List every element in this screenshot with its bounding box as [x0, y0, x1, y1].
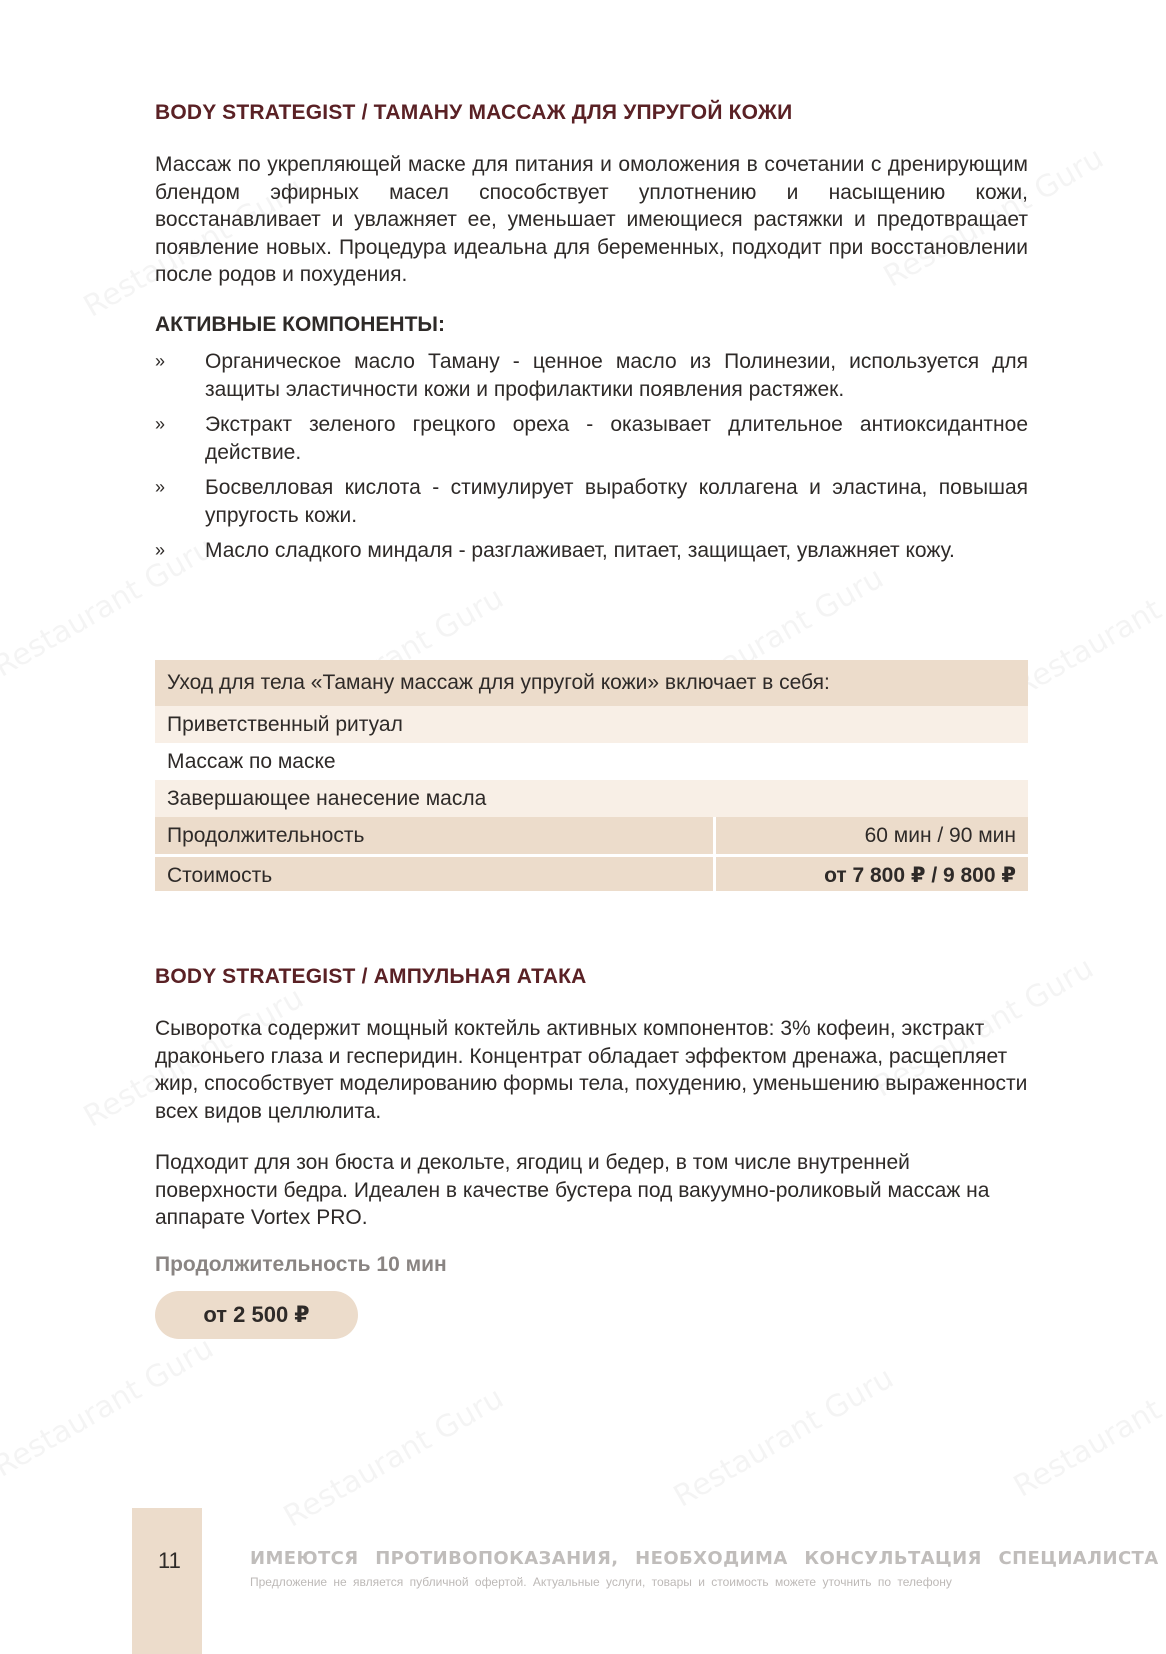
list-item	[155, 348, 1028, 403]
component-text: Экстракт зеленого грецкого ореха - оказывает длительное антиоксидантное действие.	[205, 413, 1028, 464]
list-item	[155, 537, 1028, 565]
component-text: Масло сладкого миндаля - разглаживает, питает, защищает, увлажняет кожу.	[205, 539, 955, 562]
procedure-step: Завершающее нанесение масла	[167, 787, 487, 810]
watermark	[278, 1380, 510, 1534]
watermark	[0, 1330, 220, 1484]
tamanu-description: Массаж по укрепляющей маске для питания и омоложения в сочетании с дренирующим блендом эфирных масел способствует уплотнению и насыщению кожи, восстанавливает и увлажняет ее, уменьшает имеющиеся растяжки и предотвращает появление новых. Процедура идеальна для беременных, подходит при восстановлении после родов и похудения.	[155, 153, 1028, 286]
contraindications-warning: ИМЕЮТСЯ ПРОТИВОПОКАЗАНИЯ, НЕОБХОДИМА КОНСУЛЬТАЦИЯ СПЕЦИАЛИСТА	[250, 1548, 1159, 1569]
table-row	[155, 743, 1028, 780]
active-components-list	[155, 348, 1028, 573]
procedure-table	[155, 660, 1028, 891]
table-row	[155, 706, 1028, 743]
list-item	[155, 474, 1028, 529]
ampoule-price-badge: от 2 500 ₽	[155, 1291, 358, 1339]
price-label: Стоимость	[155, 854, 713, 891]
price-row	[155, 854, 1028, 891]
ampoule-description: Сыворотка содержит мощный коктейль активных компонентов: 3% кофеин, экстракт драконьего глаза и гесперидин. Концентрат обладает эффектом дренажа, расщепляет жир, способствует моделированию формы тела, похудению, уменьшению выраженности всех видов целлюлита.	[155, 1017, 1028, 1123]
list-item	[155, 411, 1028, 466]
component-text: Органическое масло Таману - ценное масло из Полинезии, используется для защиты эластичности кожи и профилактики появления растяжек.	[205, 350, 1028, 401]
ampoule-duration: Продолжительность 10 мин	[155, 1253, 447, 1276]
watermark	[1008, 550, 1166, 704]
bullet-marker: »	[155, 414, 166, 434]
bullet-marker: »	[155, 477, 166, 497]
watermark	[1008, 1350, 1166, 1504]
watermark	[668, 1360, 900, 1514]
procedure-step: Массаж по маске	[167, 750, 336, 773]
duration-label: Продолжительность	[155, 817, 713, 854]
component-text: Босвелловая кислота - стимулирует выработку коллагена и эластина, повышая упругость кожи.	[205, 476, 1028, 527]
page-number: 11	[158, 1548, 181, 1573]
duration-value: 60 мин / 90 мин	[713, 817, 1028, 854]
section-title-ampoule: BODY STRATEGIST / АМПУЛЬНАЯ АТАКА	[155, 965, 587, 988]
section-title-tamanu: BODY STRATEGIST / ТАМАНУ МАССАЖ ДЛЯ УПРУГОЙ КОЖИ	[155, 101, 793, 124]
page-number-tab	[132, 1508, 202, 1654]
procedure-step: Приветственный ритуал	[167, 713, 403, 736]
table-header: Уход для тела «Таману массаж для упругой кожи» включает в себя:	[167, 671, 830, 694]
table-row	[155, 780, 1028, 817]
active-components-title: АКТИВНЫЕ КОМПОНЕНТЫ:	[155, 313, 445, 336]
offer-disclaimer: Предложение не является публичной офертой. Актуальные услуги, товары и стоимость можете уточнить по телефону	[250, 1575, 952, 1589]
duration-row	[155, 817, 1028, 854]
bullet-marker: »	[155, 540, 166, 560]
price-value: от 7 800 ₽ / 9 800 ₽	[713, 854, 1028, 891]
bullet-marker: »	[155, 351, 166, 371]
ampoule-usage: Подходит для зон бюста и декольте, ягодиц и бедер, в том числе внутренней поверхности бедра. Идеален в качестве бустера под вакуумно-роликовый массаж на аппарате Vortex PRO.	[155, 1151, 990, 1229]
table-header-row	[155, 660, 1028, 706]
